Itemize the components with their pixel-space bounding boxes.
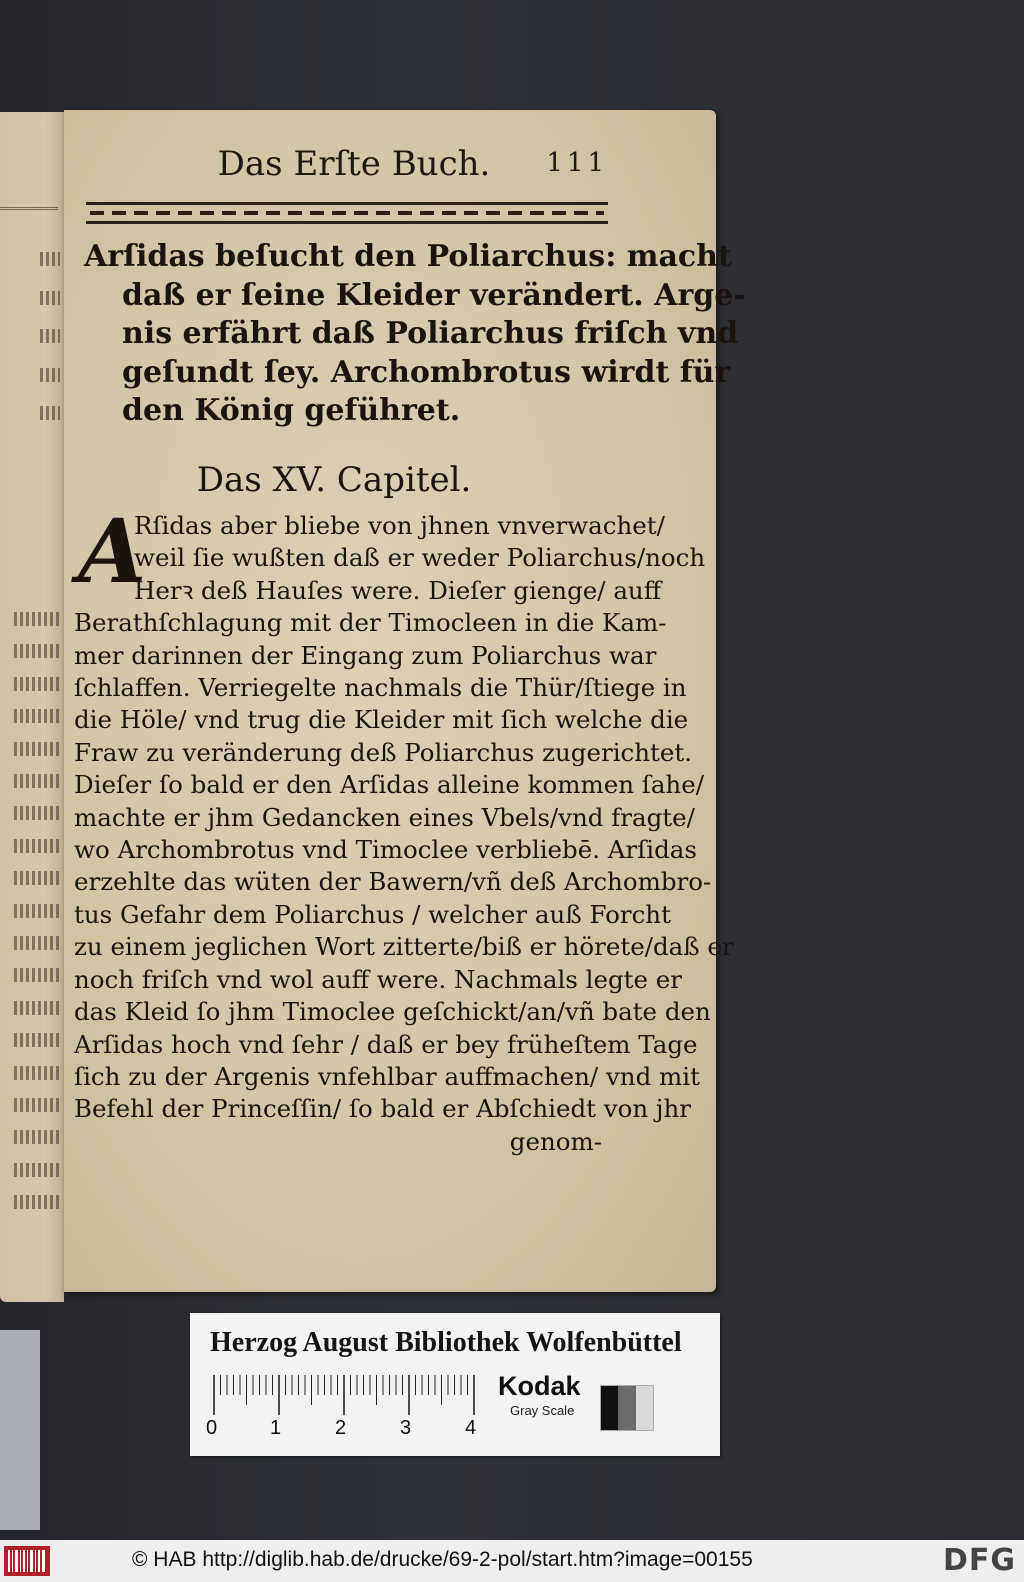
summary-line: Arſidas beſucht den Poliarchus: macht <box>84 239 732 274</box>
body-line: ſchlaffen. Verriegelte nachmals die Thür/ſtiege in <box>74 673 687 703</box>
body-line: noch friſch vnd wol auff were. Nachmals legte er <box>74 964 683 994</box>
left-page-text-fragment <box>14 936 60 950</box>
swatch-gray <box>618 1386 635 1430</box>
body-line: Rſidas aber bliebe von jhnen vnverwachet/ <box>134 511 665 540</box>
left-page-text-fragment <box>14 904 60 918</box>
body-line: erzehlte das wüten der Bawern/vñ deß Archombro- <box>74 867 712 897</box>
left-page-text-fragment <box>14 1066 60 1080</box>
body-line: Herꝛ deß Hauſes were. Dieſer gienge/ auff <box>134 575 662 605</box>
left-page-text-fragment <box>40 291 60 305</box>
left-page-text-fragment <box>40 406 60 420</box>
left-page-text-fragment <box>40 329 60 343</box>
body-line: zu einem jeglichen Wort zitterte/biß er hörete/daß er <box>74 932 734 962</box>
body-line: die Höle/ vnd trug die Kleider mit ſich welche die <box>74 705 689 735</box>
left-page-text-fragment <box>14 709 60 723</box>
left-page-text-fragment <box>14 1163 60 1177</box>
body-line: Dieſer ſo bald er den Arſidas alleine kommen ſahe/ <box>74 770 704 800</box>
left-page-text-fragment <box>14 677 60 691</box>
gray-scale-label: Gray Scale <box>510 1403 575 1418</box>
running-head: Das Erſte Buch. <box>217 144 491 184</box>
body-line: Befehl der Princeſſin/ ſo bald er Abſchiedt von jhr <box>74 1094 692 1124</box>
ruler-label: 0 <box>206 1417 218 1439</box>
left-page-edge <box>0 112 64 1302</box>
left-page-text-fragment <box>14 612 60 626</box>
gray-swatches <box>600 1385 654 1431</box>
swatch-black <box>601 1386 618 1430</box>
citation-link[interactable]: © HAB http://diglib.hab.de/drucke/69-2-pol/start.htm?image=00155 <box>132 1548 753 1571</box>
left-page-rule <box>0 207 58 220</box>
ruler-label: 4 <box>465 1417 477 1439</box>
ruler-label: 3 <box>400 1417 412 1439</box>
left-page-text-fragment <box>14 1033 60 1047</box>
ruler-label: 2 <box>335 1417 347 1439</box>
chapter-summary <box>84 238 746 431</box>
institution-name: Herzog August Bibliothek Wolfenbüttel <box>210 1327 682 1358</box>
left-page-text-fragment <box>14 871 60 885</box>
body-line: mer darinnen der Eingang zum Poliarchus war <box>74 640 657 670</box>
left-page-text-fragment <box>14 1001 60 1015</box>
left-page-text-fragment <box>14 1130 60 1144</box>
swatch-white <box>636 1386 653 1430</box>
body-line: Berathſchlagung mit der Timocleen in die Kam- <box>74 608 667 638</box>
body-line: ſich zu der Argenis vnfehlbar auffmachen/ vnd mit <box>74 1061 700 1091</box>
left-page-text-fragment <box>14 644 60 658</box>
left-page-text-fragment <box>14 774 60 788</box>
page-number: 111 <box>546 148 608 178</box>
left-page-initial <box>6 514 52 592</box>
catchword: genom- <box>509 1126 602 1156</box>
body-line: machte er jhm Gedancken eines Vbels/vnd fragte/ <box>74 802 695 832</box>
left-page-text-fragment <box>14 742 60 756</box>
body-line: tus Gefahr dem Poliarchus / welcher auß Forcht <box>74 899 671 929</box>
chapter-title: Das XV. Capitel. <box>196 460 472 500</box>
book-page <box>64 110 746 1292</box>
summary-line: nis erfährt daß Poliarchus friſch vnd <box>122 316 739 351</box>
ruler-scale <box>212 1375 476 1419</box>
left-page-text-fragment <box>40 252 60 266</box>
left-page-text-fragment <box>14 839 60 853</box>
left-page-text-fragment <box>40 368 60 382</box>
left-page-text-fragment <box>14 968 60 982</box>
body-line: Arſidas hoch vnd ſehr / daß er bey früheſtem Tage <box>74 1029 698 1059</box>
barcode-icon <box>4 1546 50 1576</box>
color-calibration-card <box>190 1313 720 1456</box>
body-line: wo Archombrotus vnd Timoclee verbliebē. Arſidas <box>74 835 697 865</box>
body-line: weil ſie wußten daß er weder Poliarchus/noch <box>134 543 706 573</box>
body-line: das Kleid ſo jhm Timoclee geſchickt/an/vñ bate den <box>74 997 711 1027</box>
dfg-logo: DFG <box>942 1543 1016 1578</box>
left-book-strip <box>0 1330 40 1530</box>
kodak-logo: Kodak <box>498 1371 581 1401</box>
left-page-text-fragment <box>14 1098 60 1112</box>
summary-line: geſundt ſey. Archombrotus wirdt für <box>122 354 731 390</box>
footer-bar <box>0 1540 1024 1582</box>
body-line: Fraw zu veränderung deß Poliarchus zugerichtet. <box>74 737 693 767</box>
ruler-labels <box>206 1417 496 1441</box>
summary-line: daß er ſeine Kleider verändert. Arge- <box>122 277 746 313</box>
left-page-text-fragment <box>14 806 60 820</box>
ruler-label: 1 <box>270 1417 282 1439</box>
left-page-text-fragment <box>14 1195 60 1209</box>
ornament-rule <box>86 202 608 224</box>
drop-cap: A <box>78 499 147 603</box>
body-text <box>74 499 734 1158</box>
summary-line: den König geführet. <box>122 393 461 428</box>
